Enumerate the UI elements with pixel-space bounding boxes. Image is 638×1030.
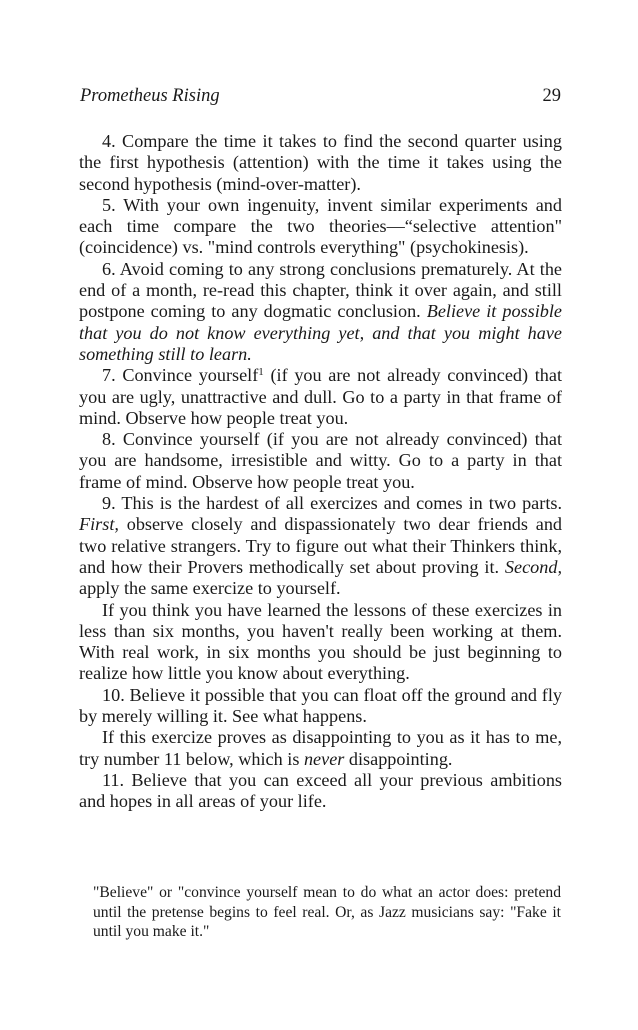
paragraph-6: [79, 259, 562, 365]
paragraph-4: 4. Compare the time it takes to find the second quarter using the first hypothesis (attention) with the time it takes using the second hypothesis (mind-over-matter).: [79, 131, 562, 194]
paragraph-9-text: observe closely and dispassionately two dear friends and two relative strangers. Try to figure out what their Thinkers think, and how their Provers methodically set about proving it.: [79, 514, 563, 577]
paragraph-disappointing-text: If this exercize proves as disappointing to you as it has to me, try number 11 below, which is: [79, 727, 562, 769]
book-title: Prometheus Rising: [80, 86, 220, 106]
paragraph-if-you-think: If you think you have learned the lessons of these exercizes in less than six months, you haven't really been working at them. With real work, in six months you should be just beginning to realize how little you know about everything.: [79, 599, 562, 684]
paragraph-5: 5. With your own ingenuity, invent similar experiments and each time compare the two theories—“selective attention" (coincidence) vs. "mind controls everything" (psychokinesis).: [79, 194, 562, 258]
paragraph-10: 10. Believe it possible that you can float off the ground and fly by merely willing it. See what happens.: [79, 684, 562, 727]
page-number: 29: [542, 86, 561, 106]
paragraph-7: [79, 365, 562, 429]
body-text: [79, 131, 562, 813]
paragraph-7-text: (if you are not already convinced) that you are ugly, unattractive and dull. Go to a party in that frame of mind. Observe how people treat you.: [79, 365, 562, 428]
paragraph-9-lead: 9. This is the hardest of all exercizes and comes in two parts.: [102, 493, 562, 514]
running-head: [80, 86, 561, 107]
paragraph-7-lead: 7. Convince yourself: [102, 365, 259, 386]
paragraph-disappointing: [79, 727, 562, 770]
paragraph-9-second: Second,: [504, 556, 562, 577]
paragraph-6-text: 6. Avoid coming to any strong conclusions prematurely. At the end of a month, re-read this chapter, think it over again, and still postpone coming to any dogmatic conclusion.: [79, 258, 562, 322]
paragraph-6-italic: Believe it possible that you do not know everything yet, and that you might have something still to learn.: [79, 301, 562, 364]
paragraph-disappointing-never: never: [303, 748, 345, 769]
paragraph-9-end: apply the same exercize to yourself.: [79, 578, 341, 599]
paragraph-8: 8. Convince yourself (if you are not already convinced) that you are handsome, irresistible and witty. Go to a party in that frame of mind. Observe how people treat you.: [79, 429, 562, 492]
paragraph-9: [79, 493, 562, 599]
paragraph-disappointing-end: disappointing.: [348, 748, 453, 769]
paragraph-11: 11. Believe that you can exceed all your previous ambitions and hopes in all areas of your life.: [79, 769, 562, 812]
footnote: "Believe" or "convince yourself mean to do what an actor does: pretend until the pretense begins to feel real. Or, as Jazz musicians say: "Fake it until you make it.": [93, 884, 561, 941]
footnote-marker: 1: [258, 366, 264, 379]
paragraph-9-first: First,: [79, 514, 119, 535]
